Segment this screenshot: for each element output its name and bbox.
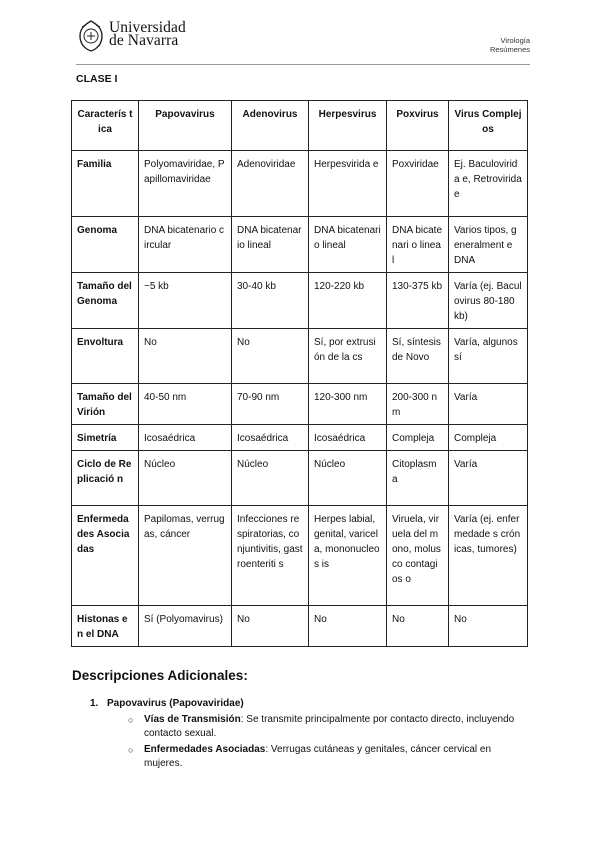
sub-list-item [90, 743, 530, 771]
table-cell: Varía [449, 384, 528, 425]
row-label: Enfermeda des Asociadas [72, 506, 139, 606]
table-row [72, 451, 528, 506]
table-cell: 70-90 nm [232, 384, 309, 425]
sub-item-text: : Se transmite principalmente por contacto directo, incluyendo contacto sexual. [144, 714, 515, 739]
table-cell: Varía [449, 451, 528, 506]
table-cell: No [449, 606, 528, 647]
sub-item-label: Vías de Transmisión [144, 714, 241, 725]
table-cell: Ej. Baculovirida e, Retroviridae [449, 151, 528, 217]
table-row [72, 425, 528, 451]
table-row [72, 384, 528, 425]
university-logo-text [109, 21, 186, 47]
table-cell: Compleja [449, 425, 528, 451]
table-cell: Compleja [387, 425, 449, 451]
table-cell: Icosaédrica [309, 425, 387, 451]
column-header: Herpesvirus [309, 101, 387, 151]
table-cell: 120-220 kb [309, 273, 387, 329]
circle-bullet-icon: ○ [128, 745, 134, 755]
table-cell: Poxviridae [387, 151, 449, 217]
table-cell: Infecciones respiratorias, conjuntivitis, gastroenteriti s [232, 506, 309, 606]
table-cell: Núcleo [139, 451, 232, 506]
list-item [90, 697, 530, 711]
table-cell: Herpes labial, genital, varicela, mononucleos is [309, 506, 387, 606]
row-label: Ciclo de Replicació n [72, 451, 139, 506]
table-cell: Varía (ej. Baculovirus 80-180 kb) [449, 273, 528, 329]
term-label: Resúmenes [489, 45, 530, 54]
list-number: 1. [90, 698, 99, 709]
table-cell: Núcleo [232, 451, 309, 506]
table-header-row [72, 101, 528, 151]
table-cell: 40-50 nm [139, 384, 232, 425]
row-label: Tamaño del Genoma [72, 273, 139, 329]
sub-list-item [90, 713, 530, 741]
list-item-title: Papovavirus (Papovaviridae) [107, 698, 244, 709]
table-cell: 30-40 kb [232, 273, 309, 329]
comparison-table [71, 100, 528, 647]
table-cell: DNA bicatenario lineal [232, 217, 309, 273]
table-cell: No [232, 606, 309, 647]
table-cell: Varios tipos, generalment e DNA [449, 217, 528, 273]
table-cell: Núcleo [309, 451, 387, 506]
logo-line1: Universidad [109, 19, 186, 36]
table-cell: Sí, por extrusión de la cs [309, 329, 387, 384]
table-cell: DNA bicatenari o lineal [387, 217, 449, 273]
table-cell: Viruela, viruela del mono, molusco contagios o [387, 506, 449, 606]
table-cell: Sí (Polyomavirus) [139, 606, 232, 647]
circle-bullet-icon: ○ [128, 715, 134, 725]
header-divider [76, 64, 530, 65]
column-header: Adenovirus [232, 101, 309, 151]
table-cell: Varía, algunos sí [449, 329, 528, 384]
description-list [90, 697, 530, 771]
table-cell: Citoplasm a [387, 451, 449, 506]
header-meta [490, 36, 530, 54]
column-header: Virus Complejos [449, 101, 528, 151]
sub-item-text: : Verrugas cutáneas y genitales, cáncer cervical en mujeres. [144, 744, 492, 769]
table-cell: DNA bicatenario circular [139, 217, 232, 273]
table-cell: Varía (ej. enfermedade s crónicas, tumores) [449, 506, 528, 606]
row-label: Envoltura [72, 329, 139, 384]
row-label: Genoma [72, 217, 139, 273]
table-row [72, 151, 528, 217]
table-cell: No [309, 606, 387, 647]
table-row [72, 273, 528, 329]
table-cell: 130-375 kb [387, 273, 449, 329]
table-row [72, 606, 528, 647]
table-cell: Icosaédrica [232, 425, 309, 451]
section-title: Descripciones Adicionales: [72, 668, 248, 683]
table-cell: Adenoviridae [232, 151, 309, 217]
table-cell: No [232, 329, 309, 384]
column-header: Caracterís tica [72, 101, 139, 151]
table-cell: Herpesvirida e [309, 151, 387, 217]
table-cell: No [139, 329, 232, 384]
column-header: Papovavirus [139, 101, 232, 151]
table-cell: No [387, 606, 449, 647]
class-title: CLASE I [76, 73, 118, 85]
table-cell: ~5 kb [139, 273, 232, 329]
row-label: Tamaño del Virión [72, 384, 139, 425]
university-seal-icon [76, 19, 106, 53]
sub-item-label: Enfermedades Asociadas [144, 744, 266, 755]
table-cell: 200-300 nm [387, 384, 449, 425]
page-header [76, 16, 530, 66]
table-cell: 120-300 nm [309, 384, 387, 425]
row-label: Familia [72, 151, 139, 217]
table-row [72, 506, 528, 606]
table-cell: Polyomaviridae, Papillomaviridae [139, 151, 232, 217]
table-cell: Papilomas, verrugas, cáncer [139, 506, 232, 606]
subject-label: Virología [500, 36, 530, 45]
table-cell: Sí, síntesis de Novo [387, 329, 449, 384]
column-header: Poxvirus [387, 101, 449, 151]
row-label: Histonas en el DNA [72, 606, 139, 647]
row-label: Simetría [72, 425, 139, 451]
table-cell: Icosaédrica [139, 425, 232, 451]
table-cell: DNA bicatenario lineal [309, 217, 387, 273]
logo-line2: de Navarra [109, 32, 179, 49]
table-row [72, 329, 528, 384]
table-row [72, 217, 528, 273]
